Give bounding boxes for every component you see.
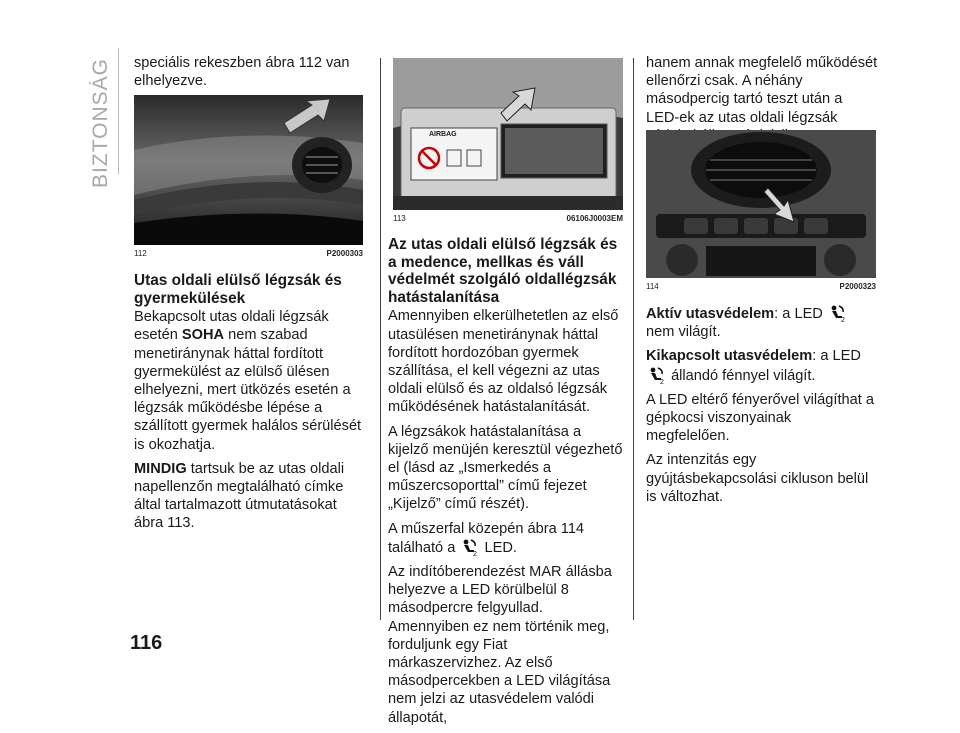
figure-number: 114	[646, 282, 659, 291]
instruction-paragraph	[134, 460, 364, 533]
center-console-photo	[646, 130, 876, 278]
text-run: tartsuk be az utas oldali napellenzőn megtalálható címke által tartalmazott útmutatásokat ábra 113.	[134, 460, 345, 532]
paragraph: A LED eltérő fényerővel világíthat a gépkocsi viszonyainak megfelelően.	[646, 391, 874, 445]
figure-code: 06106J0003EM	[566, 214, 623, 223]
text-run: A műszerfal közepén ábra 114 található a	[388, 520, 585, 556]
sun-visor-photo	[393, 58, 623, 210]
text-run: Bekapcsolt utas oldali légzsák esetén	[134, 309, 329, 344]
column-2-body	[388, 236, 624, 733]
paragraph: Az indítóberendezést MAR állásba helyezve a LED körülbelül 8 másodpercre felgyullad. Amennyiben ez nem történik meg, forduljunk egy Fiat márkaszervizhez. Az első másodpercekben a LED világítása nem jelzi az utasvédelem valódi állapotát,	[388, 564, 612, 726]
active-protection-paragraph	[646, 304, 878, 341]
figure-code: P2000303	[326, 249, 363, 258]
text-run: : a LED	[812, 348, 861, 365]
column-1-body	[134, 272, 364, 539]
page-number: 116	[130, 632, 163, 654]
intro-text: speciális rekeszben ábra 112 van elhelyezve.	[134, 55, 350, 90]
dashboard-photo	[134, 95, 363, 245]
inactive-protection-paragraph	[646, 347, 878, 384]
paragraph: Amennyiben elkerülhetetlen az első utasülésen menetiránynak háttal fordított hordozóban gyermek szállítása, el kell végezni az utas oldali elülső és az oldalsó légzsák működésének hatástalanítását.	[388, 308, 619, 416]
airbag-sticker-label: AIRBAG	[429, 131, 457, 138]
passenger-airbag-off-icon	[460, 538, 479, 556]
figure-114-center-console	[646, 130, 876, 278]
text-run: nem szabad menetiránynak háttal fordított gyermekülést az elülső ülésen elhelyezni, mert ütközés esetén a légzsák működésbe lépése a szállított gyermek halálos sérülését is okozhatja.	[134, 327, 362, 453]
section-heading: Az utas oldali elülső légzsák és a medence, mellkas és váll védelmét szolgáló oldallégzsák hatástalanítása	[388, 236, 618, 306]
figure-112-dashboard	[134, 95, 363, 245]
column-divider	[380, 58, 381, 620]
section-side-label	[88, 48, 114, 188]
no-rear-facing-child-seat-icon	[417, 144, 489, 176]
svg-text:2: 2	[473, 550, 478, 556]
figure-number: 113	[393, 214, 406, 223]
warning-paragraph	[134, 308, 364, 454]
text-run: : a LED	[774, 306, 823, 322]
text-run: LED.	[484, 539, 517, 556]
passenger-airbag-off-icon	[647, 366, 666, 384]
passenger-airbag-off-icon	[828, 304, 847, 322]
section-heading: Utas oldali elülső légzsák és gyermekülések	[134, 272, 342, 307]
led-location-paragraph	[388, 520, 624, 557]
column-1	[134, 54, 364, 96]
figure-number: 112	[134, 249, 147, 258]
figure-112-caption	[134, 249, 363, 258]
figure-code: P2000323	[839, 282, 876, 291]
paragraph: A légzsákok hatástalanítása a kijelző menüjén keresztül végezhető el (lásd az „Ismerkedés a műszercsoporttal” című fejezet „Kijelző” című részét).	[388, 423, 623, 513]
side-divider	[118, 48, 119, 174]
column-divider	[633, 58, 634, 620]
inactive-protection-label: Kikapcsolt utasvédelem	[646, 348, 813, 365]
intro-text: hanem annak megfelelő működését ellenőrzi csak. A néhány másodpercig tartó teszt után a LED-ek az utas oldali légzsák	[646, 55, 878, 126]
section-title: BIZTONSÁG	[89, 58, 112, 188]
paragraph: Az intenzitás egy gyújtásbekapcsolási cikluson belül is változhat.	[646, 452, 869, 505]
figure-114-caption	[646, 282, 876, 291]
svg-text:2: 2	[840, 317, 845, 322]
svg-text:2: 2	[660, 378, 664, 384]
active-protection-label: Aktív utasvédelem	[646, 306, 775, 322]
emphasis-always: MINDIG	[134, 460, 187, 477]
text-run: állandó fénnyel világít.	[671, 367, 816, 384]
emphasis-never: SOHA	[181, 327, 225, 344]
figure-113-sun-visor	[393, 58, 623, 210]
text-run: nem világít.	[646, 324, 721, 341]
figure-113-caption	[393, 214, 623, 223]
column-3-body	[646, 304, 878, 512]
